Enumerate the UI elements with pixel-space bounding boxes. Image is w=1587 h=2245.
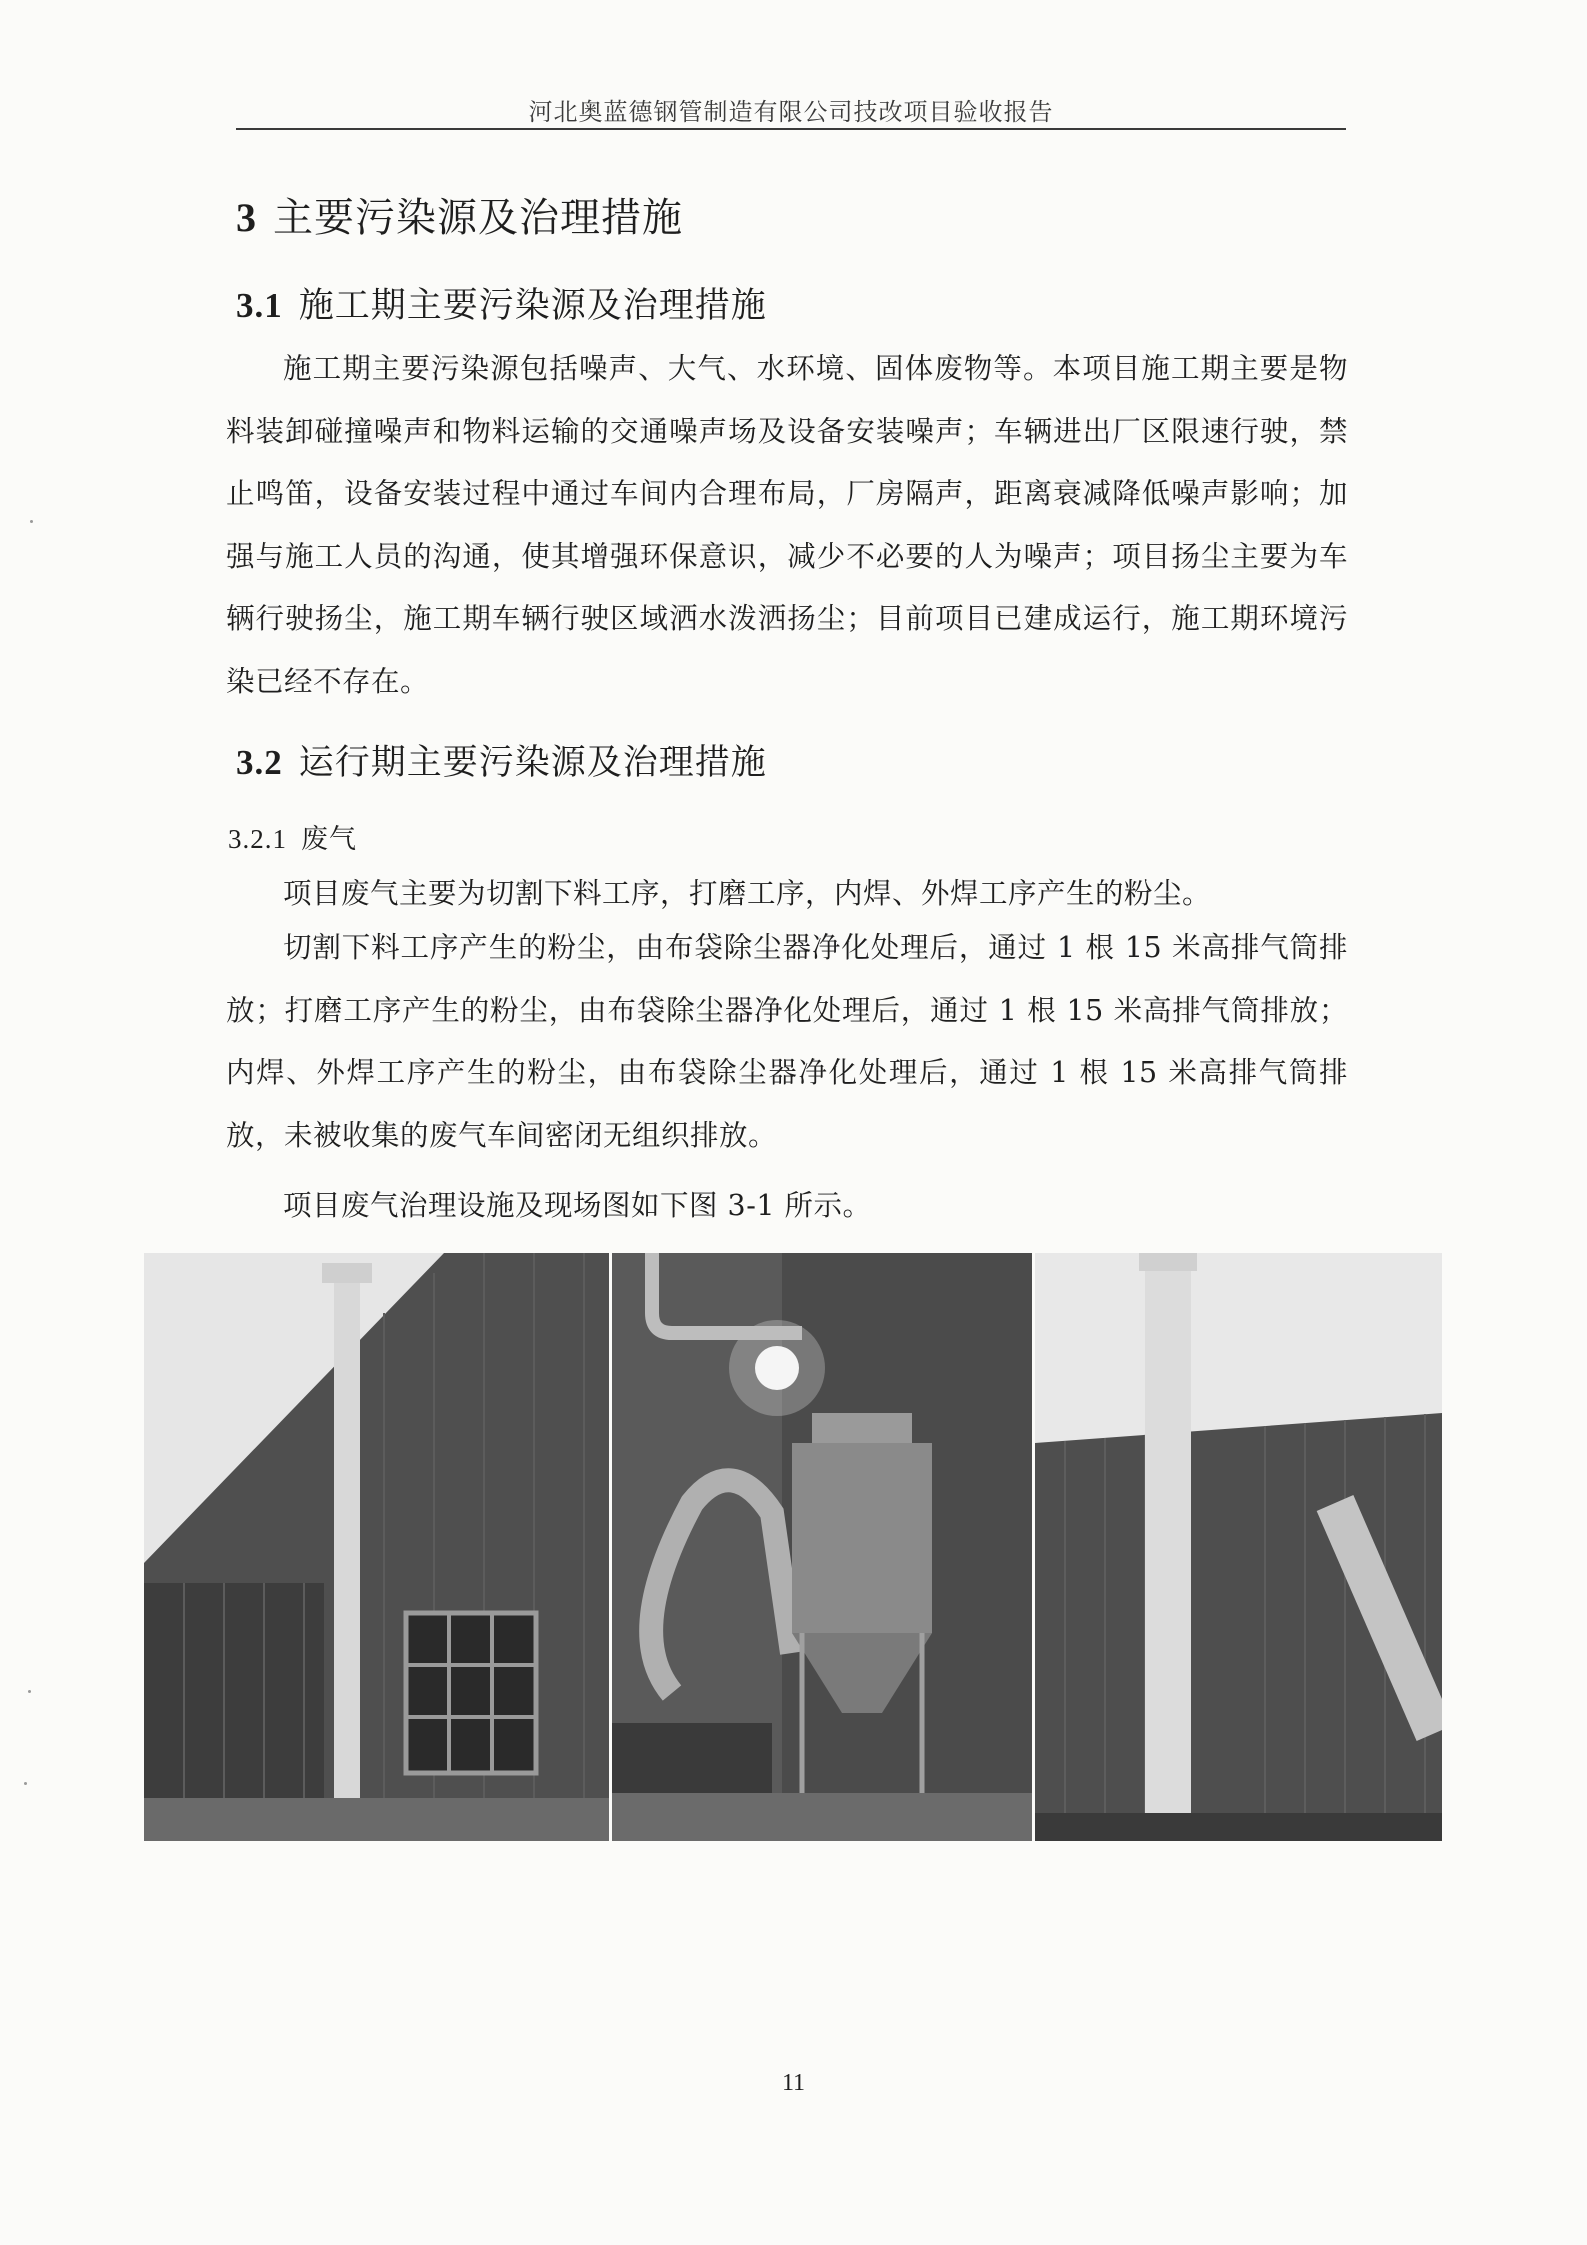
subsection-title: 施工期主要污染源及治理措施 [298, 286, 767, 326]
subsection-number: 3.2 [236, 743, 283, 782]
section-title: 主要污染源及治理措施 [273, 195, 683, 241]
scan-speck [30, 520, 33, 523]
exhaust-source-paragraph: 项目废气主要为切割下料工序，打磨工序，内焊、外焊工序产生的粉尘。 [283, 877, 1212, 910]
running-header: 河北奥蓝德钢管制造有限公司技改项目验收报告 [528, 98, 1054, 126]
photo-exhaust-stack-building [144, 1253, 609, 1841]
subsection-heading-3-1 [236, 278, 767, 328]
photo-exhaust-stack-duct [1035, 1253, 1442, 1841]
scan-speck [28, 1690, 31, 1693]
construction-paragraph: 施工期主要污染源包括噪声、大气、水环境、固体废物等。本项目施工期主要是物料装卸碰撞噪声和物料运输的交通噪声场及设备安装噪声；车辆进出厂区限速行驶，禁止鸣笛，设备安装过程中通过车间内合理布局，厂房隔声，距离衰减降低噪声影响；加强与施工人员的沟通，使其增强环保意识，减少不必要的人为噪声；项目扬尘主要为车辆行驶扬尘，施工期车辆行驶区域洒水泼洒扬尘；目前项目已建成运行，施工期环境污染已经不存在。 [226, 352, 1348, 698]
scan-speck [24, 1782, 27, 1785]
exhaust-treatment-paragraph: 切割下料工序产生的粉尘，由布袋除尘器净化处理后，通过 1 根 15 米高排气筒排放；打磨工序产生的粉尘，由布袋除尘器净化处理后，通过 1 根 15 米高排气筒排放；内焊、外焊工序产生的粉尘，由布袋除尘器净化处理后，通过 1 根 15 米高排气筒排放，未被收集的废气车间密闭无组织排放。 [226, 931, 1348, 1152]
section-number: 3 [236, 195, 257, 240]
subsubsection-number: 3.2.1 [228, 824, 287, 854]
page-number: 11 [781, 2070, 806, 2096]
subsection-title: 运行期主要污染源及治理措施 [298, 743, 767, 783]
photo-bag-filter-dust-collector [612, 1253, 1032, 1841]
header-rule [236, 128, 1346, 130]
subsubsection-heading-3-2-1 [228, 817, 357, 856]
facility-photos [144, 1253, 1442, 1841]
subsection-number: 3.1 [236, 286, 283, 325]
subsubsection-title: 废气 [301, 824, 357, 855]
section-heading [236, 186, 683, 243]
subsection-heading-3-2 [236, 735, 767, 785]
figure-intro-paragraph: 项目废气治理设施及现场图如下图 3-1 所示。 [283, 1189, 872, 1222]
